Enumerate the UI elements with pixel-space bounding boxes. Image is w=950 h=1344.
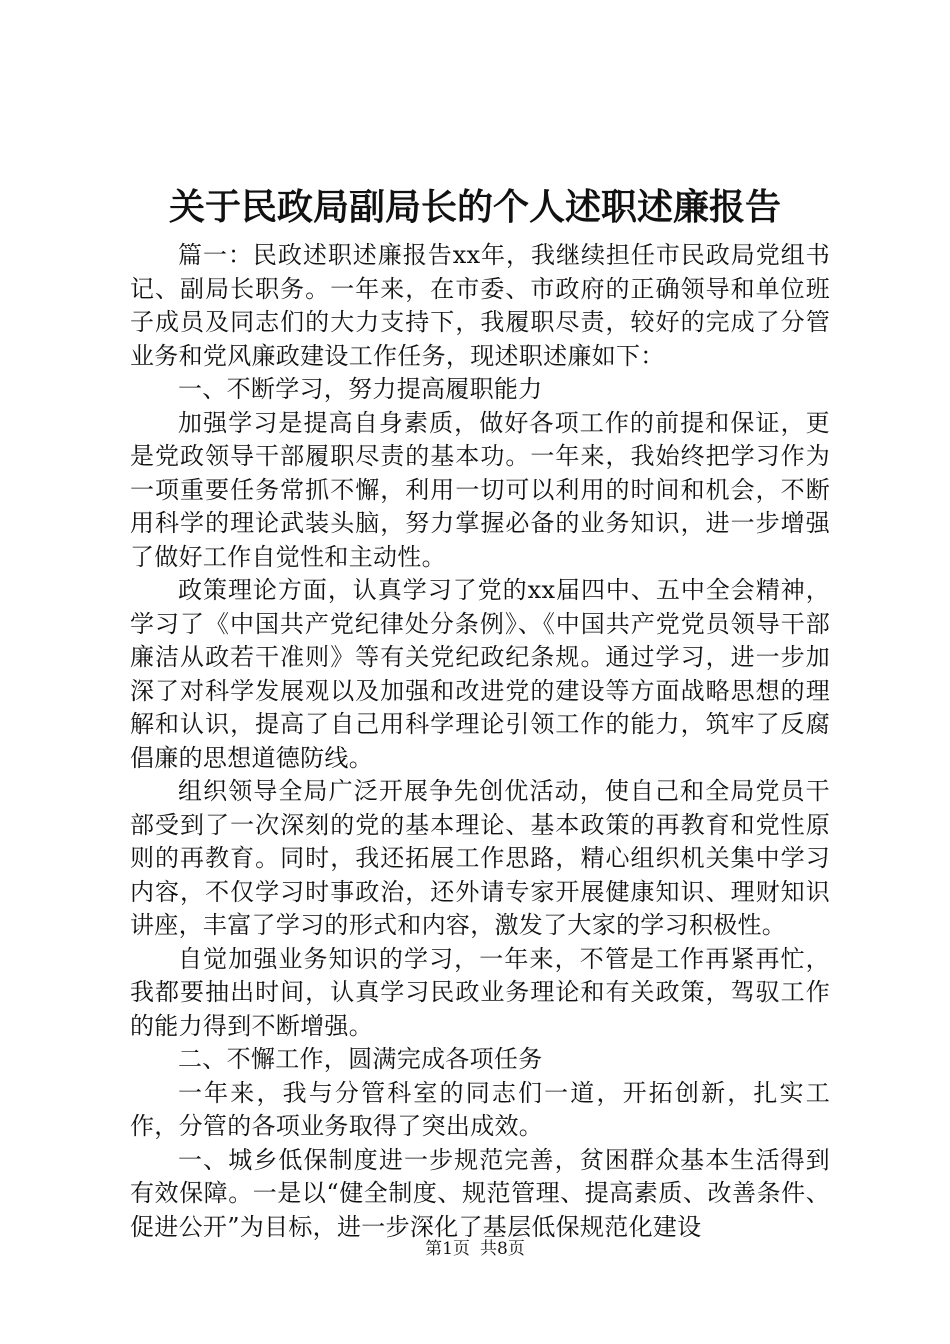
paragraph-organization: 组织领导全局广泛开展争先创优活动，使自己和全局党员干部受到了一次深刻的党的基本理论、基本政策的再教育和党性原则的再教育。同时，我还拓展工作思路，精心组织机关集中学习内容，不仅学习时事政治，还外请专家开展健康知识、理财知识讲座，丰富了学习的形式和内容，激发了大家的学习积极性。 (130, 777, 830, 939)
page-footer (0, 1238, 950, 1260)
paragraph-policy-theory: 政策理论方面，认真学习了党的xx届四中、五中全会精神，学习了《中国共产党纪律处分条例》、《中国共产党党员领导干部廉洁从政若干准则》等有关党纪政纪条规。通过学习，进一步加深了对科学发展观以及加强和改进党的建设等方面战略思想的理解和认识，提高了自己用科学理论引领工作的能力，筑牢了反腐倡廉的思想道德防线。 (130, 576, 830, 772)
paragraph-business-knowledge: 自觉加强业务知识的学习，一年来，不管是工作再紧再忙，我都要抽出时间，认真学习民政业务理论和有关政策，驾驭工作的能力得到不断增强。 (130, 944, 830, 1040)
document-title: 关于民政局副局长的个人述职述廉报告 (168, 186, 781, 228)
page-total: 共8页 (480, 1239, 525, 1259)
document-body (130, 239, 830, 1244)
page-number: 第1页 (425, 1239, 470, 1259)
section-heading-1: 一、不断学习，努力提高履职能力 (178, 375, 543, 403)
paragraph-low-income: 一、城乡低保制度进一步规范完善，贫困群众基本生活得到有效保障。一是以“健全制度、规范管理、提高素质、改善条件、促进公开”为目标，进一步深化了基层低保规范化建设 (130, 1145, 830, 1241)
paragraph-intro: 篇一：民政述职述廉报告xx年，我继续担任市民政局党组书记、副局长职务。一年来，在市委、市政府的正确领导和单位班子成员及同志们的大力支持下，我履职尽责，较好的完成了分管业务和党风廉政建设工作任务，现述职述廉如下： (130, 241, 830, 370)
paragraph-learning: 加强学习是提高自身素质，做好各项工作的前提和保证，更是党政领导干部履职尽责的基本功。一年来，我始终把学习作为一项重要任务常抓不懈，利用一切可以利用的时间和机会，不断用科学的理论武装头脑，努力掌握必备的业务知识，进一步增强了做好工作自觉性和主动性。 (130, 408, 830, 571)
section-heading-2: 二、不懈工作，圆满完成各项任务 (178, 1045, 543, 1073)
paragraph-year-review: 一年来，我与分管科室的同志们一道，开拓创新，扎实工作，分管的各项业务取得了突出成效。 (130, 1078, 830, 1140)
